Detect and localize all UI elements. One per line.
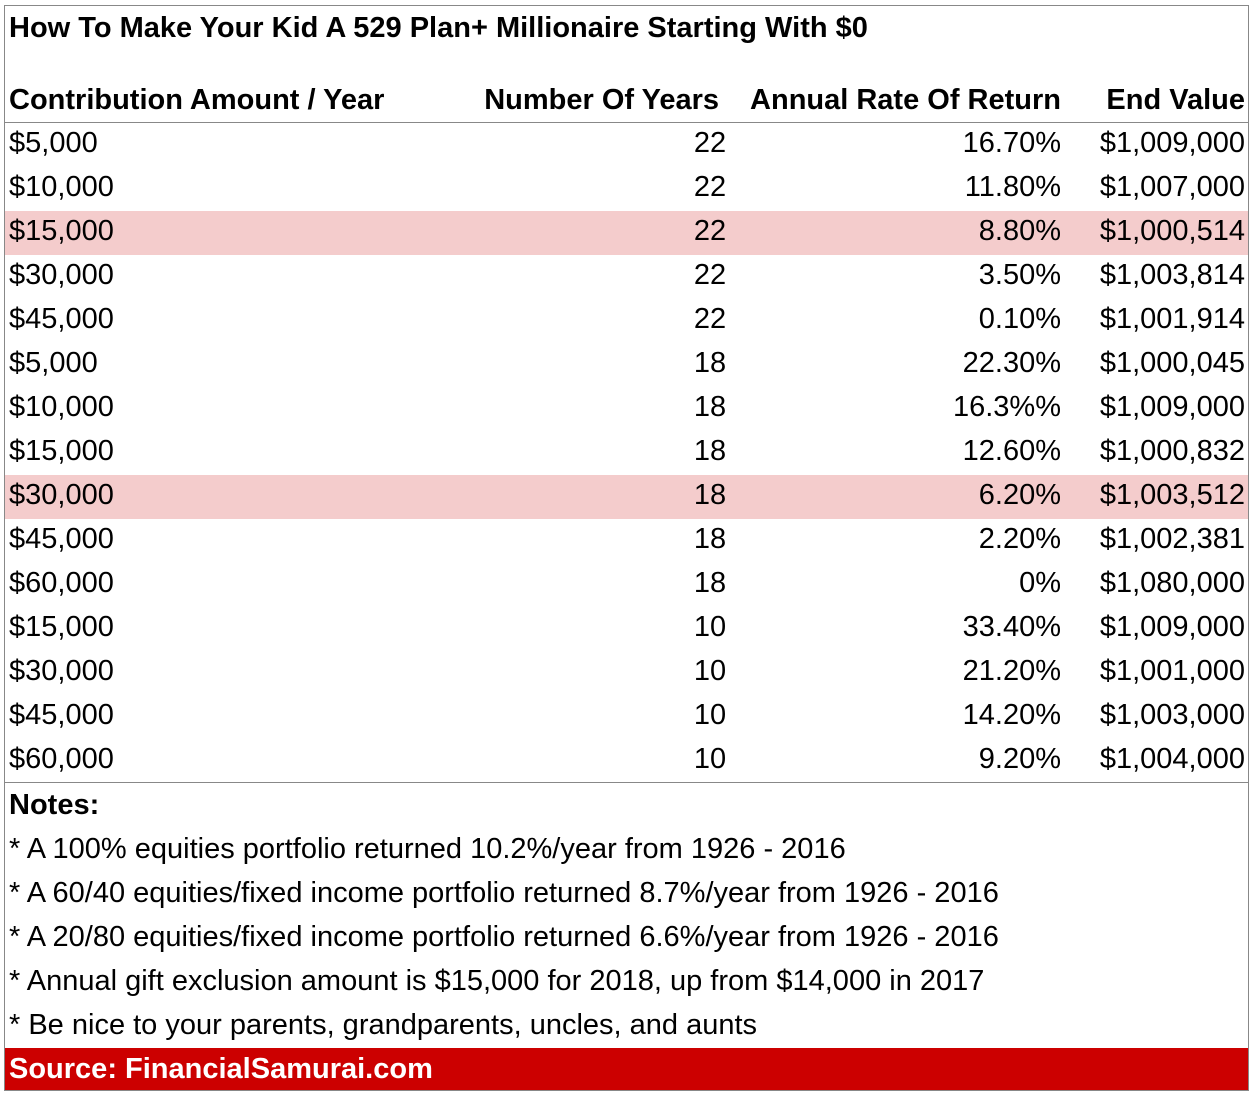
table-row bbox=[5, 739, 1248, 783]
cell-years: 22 bbox=[693, 215, 727, 247]
table-row bbox=[5, 343, 1248, 387]
cell-contribution: $10,000 bbox=[9, 391, 114, 423]
note-item: * A 20/80 equities/fixed income portfolio returned 6.6%/year from 1926 - 2016 bbox=[9, 921, 999, 953]
table-row bbox=[5, 299, 1248, 343]
cell-rate: 21.20% bbox=[962, 655, 1061, 687]
cell-contribution: $15,000 bbox=[9, 611, 114, 643]
cell-end-value: $1,001,000 bbox=[1099, 655, 1245, 687]
cell-end-value: $1,009,000 bbox=[1099, 611, 1245, 643]
cell-rate: 33.40% bbox=[962, 611, 1061, 643]
cell-end-value: $1,080,000 bbox=[1099, 567, 1245, 599]
cell-end-value: $1,003,000 bbox=[1099, 699, 1245, 731]
cell-years: 10 bbox=[693, 699, 727, 731]
cell-end-value: $1,001,914 bbox=[1099, 303, 1245, 335]
cell-rate: 16.70% bbox=[962, 127, 1061, 159]
note-item: * A 100% equities portfolio returned 10.2%/year from 1926 - 2016 bbox=[9, 833, 846, 865]
cell-end-value: $1,000,832 bbox=[1099, 435, 1245, 467]
table-row bbox=[5, 387, 1248, 431]
cell-contribution: $45,000 bbox=[9, 303, 114, 335]
cell-contribution: $5,000 bbox=[9, 347, 98, 379]
cell-years: 18 bbox=[693, 523, 727, 555]
notes-title: Notes: bbox=[9, 789, 100, 821]
cell-end-value: $1,004,000 bbox=[1099, 743, 1245, 775]
cell-rate: 16.3%% bbox=[952, 391, 1061, 423]
table-row bbox=[5, 695, 1248, 739]
cell-end-value: $1,003,814 bbox=[1099, 259, 1245, 291]
cell-contribution: $60,000 bbox=[9, 567, 114, 599]
cell-years: 22 bbox=[693, 171, 727, 203]
cell-contribution: $60,000 bbox=[9, 743, 114, 775]
cell-years: 18 bbox=[693, 567, 727, 599]
cell-end-value: $1,009,000 bbox=[1099, 391, 1245, 423]
cell-years: 18 bbox=[693, 479, 727, 511]
cell-rate: 9.20% bbox=[978, 743, 1061, 775]
cell-years: 22 bbox=[693, 127, 727, 159]
cell-years: 10 bbox=[693, 611, 727, 643]
cell-contribution: $30,000 bbox=[9, 479, 114, 511]
header-contribution: Contribution Amount / Year bbox=[9, 84, 385, 116]
table-row bbox=[5, 519, 1248, 563]
cell-end-value: $1,002,381 bbox=[1099, 523, 1245, 555]
note-item: * Be nice to your parents, grandparents, uncles, and aunts bbox=[9, 1009, 758, 1041]
spreadsheet-table bbox=[4, 5, 1249, 1091]
cell-years: 18 bbox=[693, 435, 727, 467]
cell-contribution: $30,000 bbox=[9, 259, 114, 291]
cell-years: 18 bbox=[693, 391, 727, 423]
cell-rate: 11.80% bbox=[964, 171, 1061, 203]
table-title: How To Make Your Kid A 529 Plan+ Millionaire Starting With $0 bbox=[9, 12, 868, 44]
cell-rate: 0.10% bbox=[978, 303, 1061, 335]
cell-contribution: $45,000 bbox=[9, 699, 114, 731]
cell-rate: 0% bbox=[1019, 567, 1061, 599]
cell-contribution: $15,000 bbox=[9, 215, 114, 247]
cell-years: 18 bbox=[693, 347, 727, 379]
cell-end-value: $1,007,000 bbox=[1099, 171, 1245, 203]
cell-rate: 22.30% bbox=[962, 347, 1061, 379]
table-row bbox=[5, 563, 1248, 607]
table-row bbox=[5, 255, 1248, 299]
table-row bbox=[5, 211, 1248, 255]
cell-rate: 12.60% bbox=[962, 435, 1061, 467]
cell-years: 10 bbox=[693, 655, 727, 687]
cell-contribution: $15,000 bbox=[9, 435, 114, 467]
cell-end-value: $1,009,000 bbox=[1099, 127, 1245, 159]
table-row bbox=[5, 651, 1248, 695]
note-item: * Annual gift exclusion amount is $15,000 for 2018, up from $14,000 in 2017 bbox=[9, 965, 985, 997]
cell-rate: 2.20% bbox=[978, 523, 1061, 555]
header-rate: Annual Rate Of Return bbox=[750, 84, 1061, 116]
cell-rate: 3.50% bbox=[978, 259, 1061, 291]
table-row bbox=[5, 431, 1248, 475]
table-row bbox=[5, 123, 1248, 167]
source-banner: Source: FinancialSamurai.com bbox=[5, 1048, 1248, 1090]
table-row bbox=[5, 167, 1248, 211]
cell-contribution: $45,000 bbox=[9, 523, 114, 555]
cell-years: 22 bbox=[693, 303, 727, 335]
cell-end-value: $1,003,512 bbox=[1099, 479, 1245, 511]
cell-rate: 14.20% bbox=[962, 699, 1061, 731]
note-item: * A 60/40 equities/fixed income portfolio returned 8.7%/year from 1926 - 2016 bbox=[9, 877, 999, 909]
header-years: Number Of Years bbox=[484, 84, 719, 116]
cell-years: 22 bbox=[693, 259, 727, 291]
header-end-value: End Value bbox=[1106, 84, 1245, 116]
cell-rate: 8.80% bbox=[978, 215, 1061, 247]
cell-years: 10 bbox=[693, 743, 727, 775]
cell-rate: 6.20% bbox=[978, 479, 1061, 511]
table-row bbox=[5, 607, 1248, 651]
cell-contribution: $10,000 bbox=[9, 171, 114, 203]
table-row bbox=[5, 475, 1248, 519]
cell-contribution: $30,000 bbox=[9, 655, 114, 687]
notes-section bbox=[5, 783, 1248, 1047]
cell-end-value: $1,000,514 bbox=[1099, 215, 1245, 247]
cell-contribution: $5,000 bbox=[9, 127, 98, 159]
table-body bbox=[5, 123, 1248, 783]
cell-end-value: $1,000,045 bbox=[1099, 347, 1245, 379]
